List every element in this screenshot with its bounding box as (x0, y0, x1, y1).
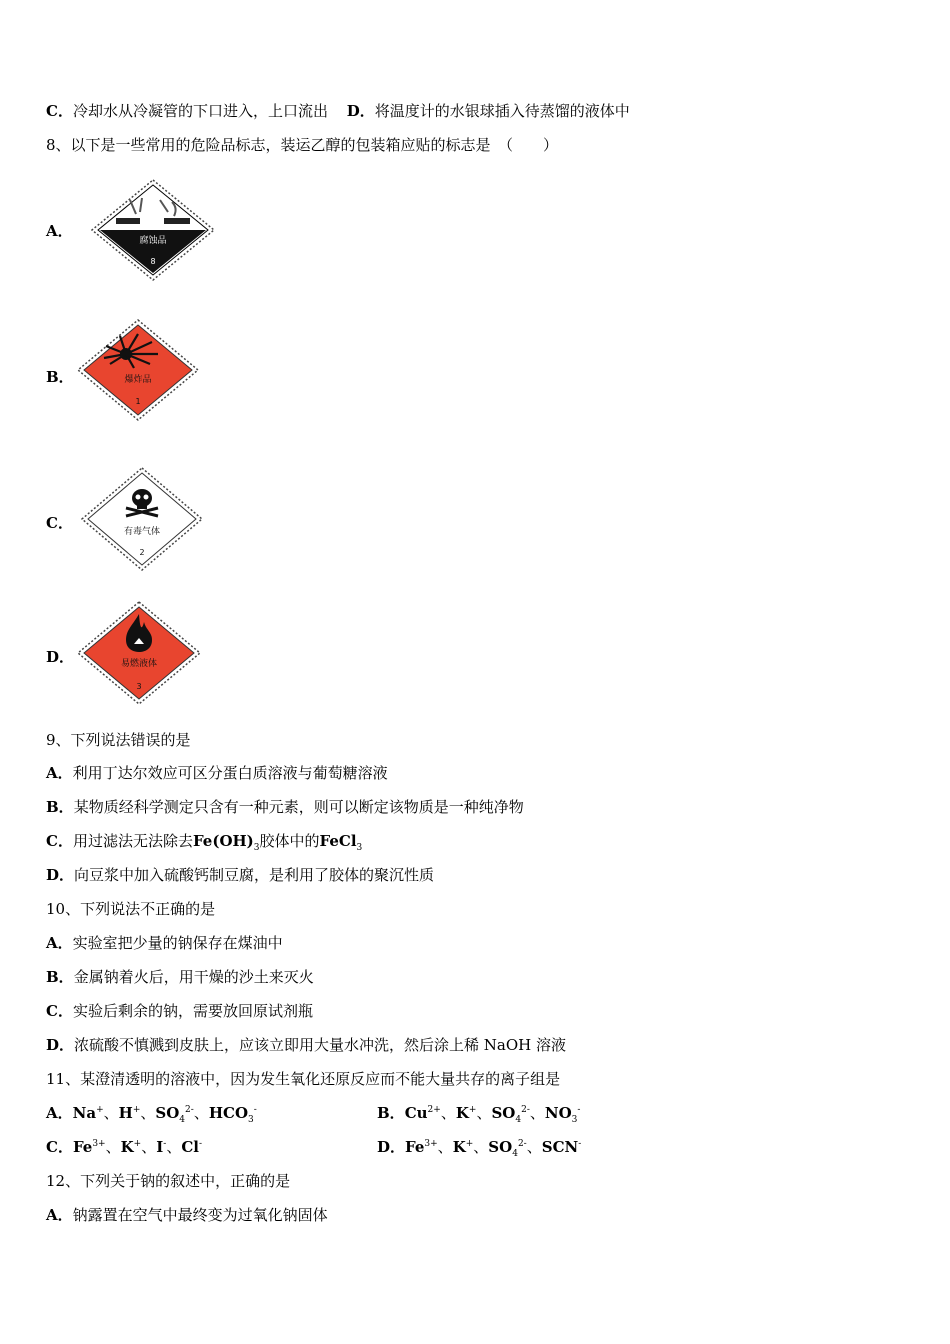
option-text: 实验后剩余的钠，需要放回原试剂瓶 (72, 1002, 313, 1020)
flammable-liquid-sign (76, 600, 202, 710)
subscript: 3 (253, 843, 260, 853)
explosive-sign (76, 318, 200, 426)
option-label: B． (377, 1104, 405, 1122)
ion: Na (72, 1104, 97, 1122)
q9-option-c (46, 831, 362, 851)
charge: + (468, 1105, 477, 1115)
question-9-stem: 9、下列说法错误的是 (46, 731, 191, 749)
ion: NO (544, 1104, 572, 1122)
charge: - (253, 1105, 257, 1115)
charge: + (133, 1139, 142, 1149)
option-label: B． (46, 968, 74, 986)
separator: 、 (141, 1138, 157, 1156)
charge: 2- (185, 1105, 194, 1115)
q9-option-d (46, 865, 434, 885)
option-text: 浓硫酸不慎溅到皮肤上，应该立即用大量水冲洗，然后涂上稀 NaOH 溶液 (74, 1036, 567, 1054)
ion: H (118, 1104, 133, 1122)
separator: 、 (440, 1104, 456, 1122)
separator: 、 (140, 1104, 156, 1122)
sign-number: 2 (139, 548, 145, 557)
charge: 3+ (424, 1139, 438, 1149)
q10-option-b (46, 967, 314, 987)
option-label: A． (46, 934, 73, 952)
q11-option-a (46, 1103, 257, 1123)
corrosive-icon (90, 178, 216, 282)
option-text: 实验室把少量的钠保存在煤油中 (72, 934, 283, 952)
q11-option-b (377, 1103, 580, 1123)
q8-option-c-label: C． (46, 514, 73, 532)
sign-caption: 腐蚀品 (139, 236, 167, 246)
ion: HCO (208, 1104, 249, 1122)
question-12-stem: 12、下列关于钠的叙述中，正确的是 (46, 1172, 291, 1190)
q9-option-a (46, 763, 388, 783)
ion: Cu (404, 1104, 428, 1122)
option-text: 胶体中的 (259, 832, 320, 850)
question-10-stem: 10、下列说法不正确的是 (46, 900, 216, 918)
ion: K (120, 1138, 134, 1156)
separator: 、 (476, 1104, 492, 1122)
ion: SO (155, 1104, 180, 1122)
separator: 、 (473, 1138, 489, 1156)
ion: K (452, 1138, 466, 1156)
charge: - (578, 1139, 582, 1149)
toxic-gas-sign (80, 466, 204, 576)
separator: 、 (166, 1138, 182, 1156)
sign-caption: 爆炸品 (124, 375, 152, 385)
q8-option-a-label: A． (46, 222, 73, 240)
q8-option-d-label: D． (46, 648, 75, 666)
ion: SCN (541, 1138, 579, 1156)
subscript: 4 (515, 1115, 522, 1125)
option-label: C． (46, 832, 73, 850)
ion: K (455, 1104, 469, 1122)
charge: + (132, 1105, 141, 1115)
q8-option-b-label: B． (46, 368, 74, 386)
ion: SO (488, 1138, 513, 1156)
explosive-icon (76, 318, 200, 422)
q11-option-c (46, 1137, 202, 1157)
option-text: 用过滤法无法除去 (72, 832, 193, 850)
chem-formula: Fe(OH) (192, 832, 254, 850)
ion: Fe (72, 1138, 93, 1156)
option-text: 利用丁达尔效应可区分蛋白质溶液与葡萄糖溶液 (72, 764, 388, 782)
subscript: 3 (356, 843, 363, 853)
charge: 3+ (92, 1139, 106, 1149)
option-label: B． (46, 798, 74, 816)
ion: SO (491, 1104, 516, 1122)
charge: + (96, 1105, 104, 1115)
option-label: A． (46, 764, 73, 782)
option-text: 钠露置在空气中最终变为过氧化钠固体 (72, 1206, 328, 1224)
separator: 、 (103, 1104, 119, 1122)
charge: - (577, 1105, 581, 1115)
question-8-stem: 8、以下是一些常用的危险品标志，装运乙醇的包装箱应贴的标志是 （ ） (46, 136, 559, 154)
charge: - (163, 1139, 167, 1149)
option-label: D． (46, 1036, 75, 1054)
charge: + (465, 1139, 474, 1149)
option-label: A． (46, 1104, 73, 1122)
subscript: 4 (179, 1115, 186, 1125)
q10-option-c (46, 1001, 313, 1021)
option-label: A． (46, 1206, 73, 1224)
option-text: 向豆浆中加入硫酸钙制豆腐，是利用了胶体的聚沉性质 (74, 866, 435, 884)
separator: 、 (526, 1138, 542, 1156)
question-11-stem: 11、某澄清透明的溶液中，因为发生氧化还原反应而不能大量共存的离子组是 (46, 1070, 561, 1088)
ion: Fe (405, 1138, 425, 1156)
skull-icon (80, 466, 204, 572)
sign-number: 1 (135, 397, 141, 406)
charge: 2- (521, 1105, 530, 1115)
charge: 2- (517, 1139, 527, 1149)
corrosive-sign (90, 178, 216, 286)
option-text: 冷却水从冷凝管的下口进入，上口流出 (72, 102, 328, 120)
option-text: 将温度计的水银球插入待蒸馏的液体中 (374, 102, 630, 120)
ion: Cl (181, 1138, 199, 1156)
subscript: 4 (512, 1149, 518, 1159)
flame-icon (76, 600, 202, 706)
option-text: 金属钠着火后，用干燥的沙土来灭火 (73, 968, 314, 986)
option-label: C． (46, 102, 73, 120)
subscript: 3 (571, 1115, 578, 1125)
option-label: C． (46, 1002, 73, 1020)
q12-option-a (46, 1205, 328, 1225)
sign-caption: 易燃液体 (120, 659, 158, 669)
ion: I (156, 1138, 164, 1156)
charge: 2+ (427, 1105, 441, 1115)
sign-caption: 有毒气体 (123, 527, 161, 537)
separator: 、 (437, 1138, 453, 1156)
option-text: 某物质经科学测定只含有一种元素，则可以断定该物质是一种纯净物 (73, 798, 524, 816)
charge: - (198, 1139, 203, 1149)
q9-option-b (46, 797, 524, 817)
separator: 、 (105, 1138, 121, 1156)
option-label: D． (377, 1138, 406, 1156)
option-label: D． (46, 866, 75, 884)
option-label: D． (346, 102, 375, 120)
chem-formula: FeCl (319, 832, 357, 850)
q10-option-d (46, 1035, 566, 1055)
option-label: C． (46, 1138, 73, 1156)
separator: 、 (529, 1104, 545, 1122)
q10-option-a (46, 933, 283, 953)
q11-option-d (377, 1137, 581, 1157)
sign-number: 8 (150, 257, 156, 266)
sign-number: 3 (136, 682, 142, 691)
q7-option-line (46, 101, 630, 121)
separator: 、 (193, 1104, 209, 1122)
subscript: 3 (248, 1115, 254, 1125)
